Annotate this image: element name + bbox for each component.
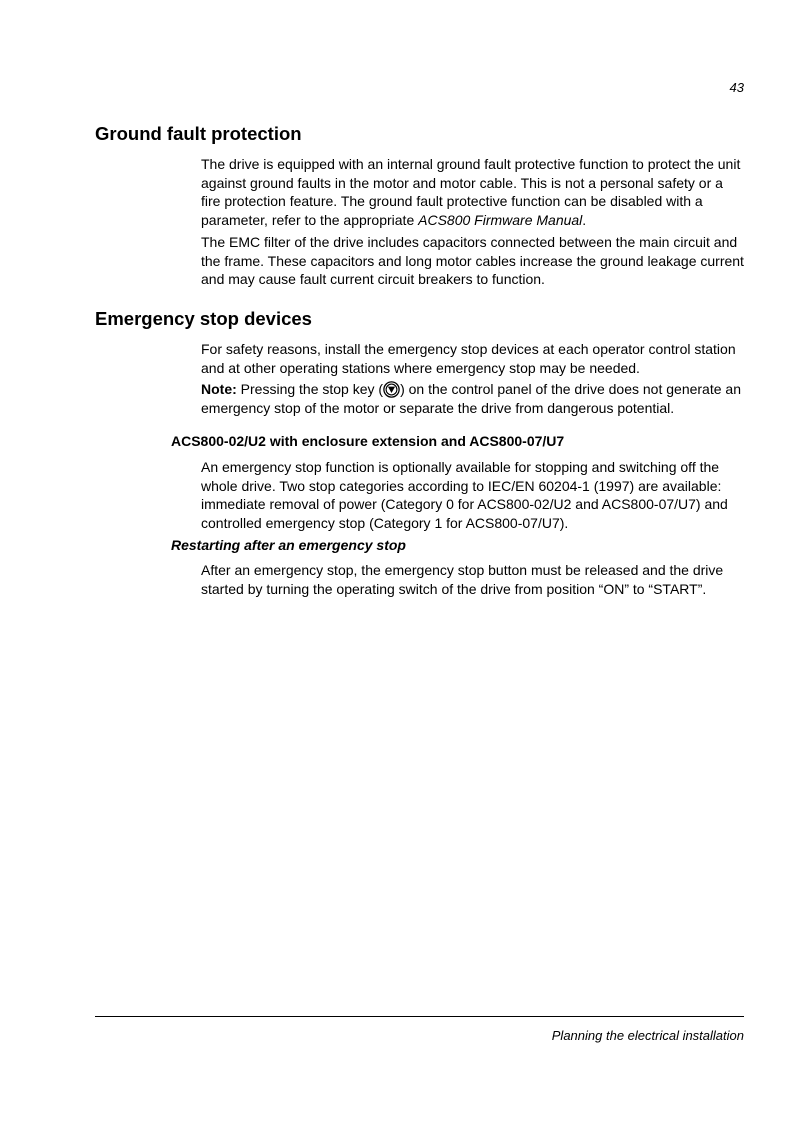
- ground-fault-p1-text: The drive is equipped with an internal ground fault protective function to protect the unit against ground faults in the motor and motor cable. This is not a personal safety or a fire protection feature. The ground fault protective function can be disabled with a parameter, refer to the appropriate: [201, 156, 741, 228]
- note-label: Note:: [201, 381, 237, 397]
- section-heading-ground-fault: Ground fault protection: [95, 123, 302, 144]
- note-text-before-icon: Pressing the stop key (: [236, 381, 384, 397]
- note-text-after-icon: ) on the control panel of the drive does not generate an emergency stop of the motor or separate the drive from dangerous potential.: [201, 381, 741, 416]
- acs800-paragraph: An emergency stop function is optionally available for stopping and switching off the whole drive. Two stop categories according to IEC/EN 60204-1 (1997) are available: immediate removal of power (Category 0 for ACS800-02/U2 and ACS800-07/U7) and controlled emergency stop (Category 1 for ACS800-07/U7).: [201, 459, 728, 531]
- ground-fault-paragraph-1: [201, 155, 746, 229]
- emergency-stop-note: [201, 380, 746, 417]
- page-number: 43: [729, 80, 744, 95]
- ground-fault-paragraph-2: The EMC filter of the drive includes capacitors connected between the main circuit and the frame. These capacitors and long motor cables increase the ground leakage current and may cause fault current circuit breakers to function.: [201, 234, 744, 287]
- footer-divider: [95, 1016, 744, 1017]
- subsection-heading-restarting: Restarting after an emergency stop: [171, 537, 406, 553]
- footer-chapter-title: Planning the electrical installation: [551, 1028, 744, 1043]
- firmware-manual-title: ACS800 Firmware Manual: [418, 211, 583, 228]
- stop-key-icon: [383, 381, 400, 398]
- restarting-paragraph: After an emergency stop, the emergency stop button must be released and the drive started by turning the operating switch of the drive from position “ON” to “START”.: [201, 562, 724, 597]
- section-heading-emergency-stop: Emergency stop devices: [95, 308, 312, 329]
- subsection-heading-acs800: ACS800-02/U2 with enclosure extension and ACS800-07/U7: [171, 433, 565, 449]
- emergency-stop-paragraph-1: For safety reasons, install the emergency stop devices at each operator control station and at other operating stations where emergency stop may be needed.: [201, 341, 736, 376]
- ground-fault-p1-end: .: [582, 211, 587, 228]
